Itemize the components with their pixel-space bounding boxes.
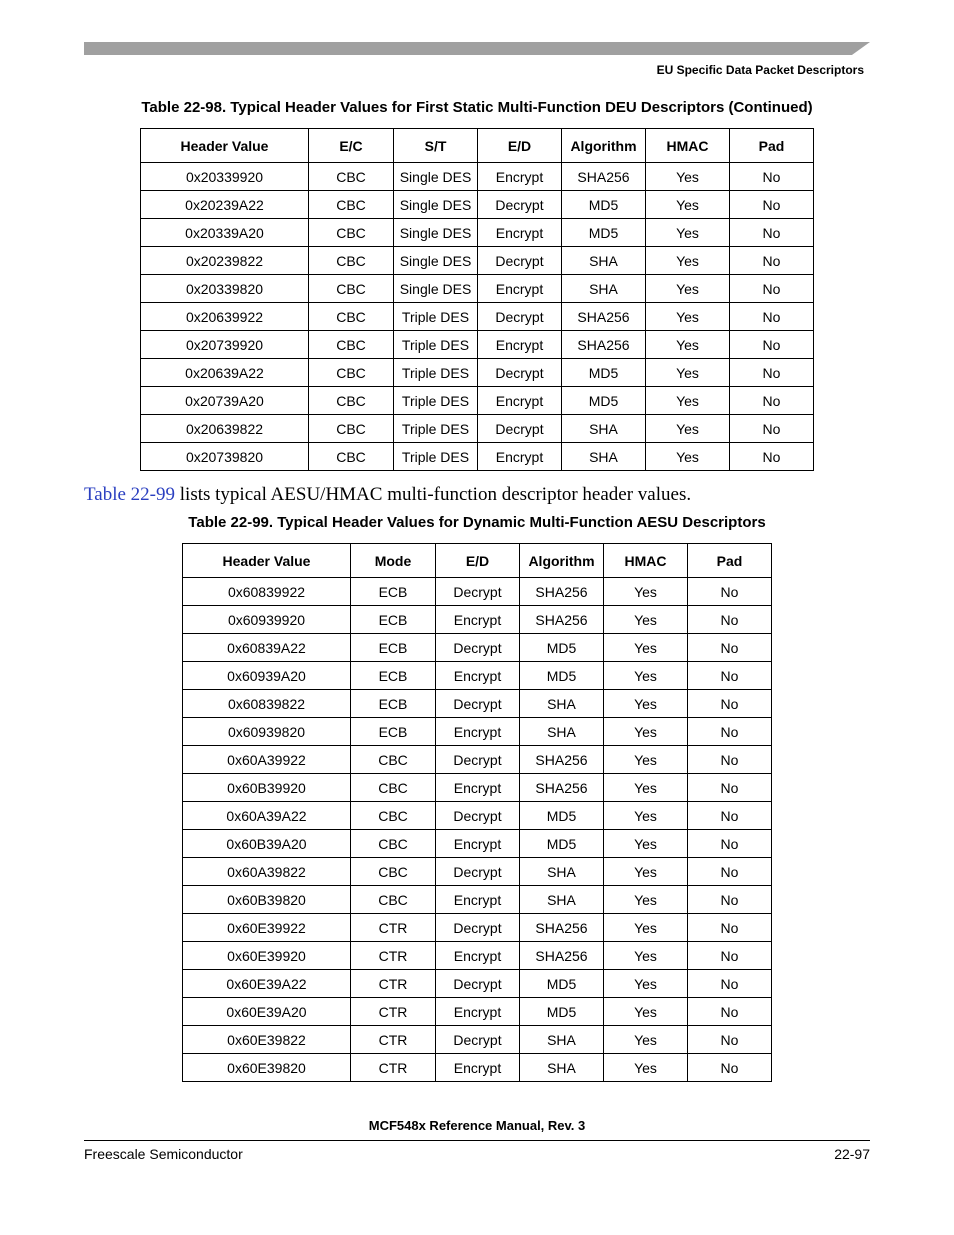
header-row [141,129,814,163]
table-cell: Triple DES [394,443,478,471]
table-cell: CTR [351,998,436,1026]
table-cell: No [688,1026,772,1054]
table-cell: Decrypt [436,746,520,774]
table-cell: Encrypt [436,662,520,690]
table-row [141,219,814,247]
table-cell: Encrypt [478,219,562,247]
table-row [141,415,814,443]
table-cell: Decrypt [478,303,562,331]
table-cell: MD5 [520,830,604,858]
table-cell: CTR [351,1054,436,1082]
header-row [183,544,772,578]
table-cell: No [688,858,772,886]
table-cell: MD5 [562,191,646,219]
table-cell: No [730,275,814,303]
table-cell: 0x60839A22 [183,634,351,662]
table-cell: 0x20239822 [141,247,309,275]
table-row [183,1054,772,1082]
table-cell: Yes [604,578,688,606]
table-cell: 0x60939920 [183,606,351,634]
table-row [141,191,814,219]
table-cell: MD5 [562,387,646,415]
table-cell: Yes [646,387,730,415]
table-row [141,443,814,471]
table-row [141,303,814,331]
table-cell: CBC [309,359,394,387]
column-header: Pad [688,544,772,578]
table-cell: Yes [646,331,730,359]
table-cell: CBC [309,219,394,247]
table-cell: SHA [562,415,646,443]
table-cell: No [688,998,772,1026]
table-row [183,942,772,970]
table-row [183,1026,772,1054]
table-cell: No [730,415,814,443]
table-cell: No [688,690,772,718]
table-cell: 0x60E39A20 [183,998,351,1026]
table-cell: Decrypt [478,247,562,275]
table-cell: No [730,219,814,247]
table-cell: 0x20639A22 [141,359,309,387]
table-cell: Yes [604,606,688,634]
table-cell: Single DES [394,219,478,247]
table-cell: SHA256 [520,746,604,774]
table-cell: Yes [604,942,688,970]
table2 [182,543,772,1082]
table-cell: Yes [604,914,688,942]
table-cell: 0x60E39A22 [183,970,351,998]
table-cell: No [688,942,772,970]
table-cell: CBC [351,830,436,858]
table-cell: 0x20739A20 [141,387,309,415]
table-cell: Yes [646,163,730,191]
table-row [183,690,772,718]
table-cell: No [730,191,814,219]
table-cell: SHA [520,718,604,746]
table-cell: CBC [309,331,394,359]
table-cell: 0x60939A20 [183,662,351,690]
table-cell: No [730,359,814,387]
table-cell: No [688,802,772,830]
table-row [183,578,772,606]
table-cell: CTR [351,942,436,970]
table-cell: Yes [646,443,730,471]
table-cell: 0x60839822 [183,690,351,718]
table-cell: Yes [604,802,688,830]
table-cell: Encrypt [436,606,520,634]
table-cell: CBC [309,163,394,191]
table-cell: CBC [309,387,394,415]
table-cell: 0x20339A20 [141,219,309,247]
table-cell: SHA256 [562,331,646,359]
column-header: Algorithm [562,129,646,163]
table-cell: No [688,970,772,998]
table-cell: ECB [351,718,436,746]
table-cell: 0x60E39820 [183,1054,351,1082]
table-cell: No [730,303,814,331]
table-cell: CBC [309,275,394,303]
table-cell: Encrypt [478,443,562,471]
table-row [183,998,772,1026]
table-cell: 0x60A39822 [183,858,351,886]
table-cell: ECB [351,606,436,634]
table-cell: SHA [562,247,646,275]
table-cell: CBC [309,303,394,331]
table-cell: MD5 [520,802,604,830]
table-row [183,914,772,942]
table-cell: Yes [604,1054,688,1082]
table-cell: No [688,746,772,774]
column-header: Header Value [141,129,309,163]
table-cell: Decrypt [478,359,562,387]
table-cell: Encrypt [436,942,520,970]
table-cell: Encrypt [436,886,520,914]
table-cell: Single DES [394,191,478,219]
table-cell: CBC [351,858,436,886]
table-cell: Decrypt [436,858,520,886]
table-cell: 0x60A39922 [183,746,351,774]
table-cell: MD5 [520,634,604,662]
table-cell: CTR [351,1026,436,1054]
table-cell: ECB [351,634,436,662]
table-row [183,802,772,830]
table-cell: SHA [520,690,604,718]
table-cell: SHA256 [520,774,604,802]
table-cell: Decrypt [436,578,520,606]
table-row [183,662,772,690]
table-cell: Encrypt [478,275,562,303]
table-cell: Yes [604,690,688,718]
table-cell: SHA256 [520,942,604,970]
table-cell: SHA [562,275,646,303]
column-header: Header Value [183,544,351,578]
table-cell: 0x20339920 [141,163,309,191]
column-header: Pad [730,129,814,163]
table-row [183,858,772,886]
table-row [141,275,814,303]
table-cell: MD5 [520,998,604,1026]
footer-divider [84,1140,870,1141]
table-cell: No [688,914,772,942]
table-cell: ECB [351,578,436,606]
table-cell: Decrypt [436,914,520,942]
column-header: E/C [309,129,394,163]
table1 [140,128,814,471]
table-row [141,163,814,191]
table-cell: Single DES [394,247,478,275]
table-row [183,606,772,634]
table-row [183,886,772,914]
table-cell: No [730,387,814,415]
table-cell: MD5 [520,662,604,690]
table-cell: MD5 [562,219,646,247]
table-cell: CBC [309,191,394,219]
table-cell: Decrypt [478,415,562,443]
table-link[interactable]: Table 22-99 [84,484,176,505]
table-cell: CBC [351,774,436,802]
table-cell: Encrypt [436,1054,520,1082]
table-cell: Yes [604,662,688,690]
table-cell: MD5 [520,970,604,998]
table-cell: No [688,1054,772,1082]
table-cell: SHA256 [520,606,604,634]
table-row [183,830,772,858]
column-header: HMAC [604,544,688,578]
table-row [183,774,772,802]
table-cell: Yes [646,415,730,443]
table-cell: Decrypt [436,1026,520,1054]
table-cell: 0x20639822 [141,415,309,443]
table-cell: Encrypt [436,774,520,802]
table-row [183,970,772,998]
table-cell: Triple DES [394,359,478,387]
table-cell: Encrypt [436,998,520,1026]
table-cell: SHA [520,886,604,914]
table-cell: 0x60E39822 [183,1026,351,1054]
table-cell: Decrypt [436,634,520,662]
table-cell: CBC [351,746,436,774]
paragraph [84,484,691,506]
page-number: 22-97 [834,1146,870,1162]
table-cell: SHA [520,1054,604,1082]
table-cell: SHA256 [520,914,604,942]
table-cell: SHA256 [562,303,646,331]
table-cell: Yes [604,830,688,858]
table-cell: No [688,774,772,802]
paragraph-text: lists typical AESU/HMAC multi-function descriptor header values. [175,484,692,505]
table-cell: Decrypt [436,970,520,998]
table-cell: Yes [604,998,688,1026]
table-row [141,387,814,415]
table-cell: CBC [351,886,436,914]
table-cell: MD5 [562,359,646,387]
table-cell: No [688,662,772,690]
table-cell: SHA256 [520,578,604,606]
table-cell: 0x20239A22 [141,191,309,219]
table-cell: Yes [646,219,730,247]
table-cell: Encrypt [478,331,562,359]
column-header: E/D [478,129,562,163]
table-cell: SHA256 [562,163,646,191]
table-cell: Single DES [394,163,478,191]
table-cell: Single DES [394,275,478,303]
table-cell: Yes [646,275,730,303]
table-cell: No [730,443,814,471]
table-cell: Encrypt [436,718,520,746]
table-cell: No [730,331,814,359]
table-cell: 0x60E39922 [183,914,351,942]
table-cell: CTR [351,970,436,998]
table-cell: Yes [646,247,730,275]
table-cell: ECB [351,690,436,718]
table-cell: 0x60839922 [183,578,351,606]
table-cell: 0x60B39A20 [183,830,351,858]
table-cell: Yes [604,718,688,746]
table-cell: SHA [520,1026,604,1054]
table-cell: Yes [604,970,688,998]
table-cell: 0x60B39920 [183,774,351,802]
table-row [141,331,814,359]
column-header: HMAC [646,129,730,163]
table-cell: Encrypt [478,387,562,415]
table-cell: 0x60B39820 [183,886,351,914]
table-cell: No [688,606,772,634]
table-cell: Yes [604,634,688,662]
table-cell: CBC [309,247,394,275]
table-cell: Triple DES [394,387,478,415]
table-cell: Decrypt [436,802,520,830]
table-row [183,718,772,746]
table-cell: Yes [604,774,688,802]
table1-caption: Table 22-98. Typical Header Values for First Static Multi-Function DEU Descriptors (Continued) [141,99,813,116]
table-cell: ECB [351,662,436,690]
table-cell: SHA [562,443,646,471]
header-bar [84,42,870,55]
table-cell: No [688,718,772,746]
column-header: Algorithm [520,544,604,578]
table-cell: Triple DES [394,415,478,443]
company-name: Freescale Semiconductor [84,1146,243,1162]
table-cell: Yes [604,886,688,914]
table-row [141,359,814,387]
table-cell: No [688,886,772,914]
manual-title: MCF548x Reference Manual, Rev. 3 [368,1118,586,1133]
table-cell: CBC [309,443,394,471]
table-cell: 0x60A39A22 [183,802,351,830]
table-row [183,634,772,662]
running-header: EU Specific Data Packet Descriptors [656,63,864,77]
table-cell: Triple DES [394,331,478,359]
table-cell: Yes [604,858,688,886]
table-cell: CBC [351,802,436,830]
table-cell: Encrypt [436,830,520,858]
column-header: E/D [436,544,520,578]
table-cell: 0x60939820 [183,718,351,746]
column-header: S/T [394,129,478,163]
table-cell: Decrypt [478,191,562,219]
table-cell: Triple DES [394,303,478,331]
table-cell: No [688,634,772,662]
table-cell: Yes [646,303,730,331]
table-cell: CBC [309,415,394,443]
table-cell: No [688,578,772,606]
table-cell: Yes [646,359,730,387]
column-header: Mode [351,544,436,578]
table-cell: 0x20739820 [141,443,309,471]
table-row [141,247,814,275]
table-cell: 0x60E39920 [183,942,351,970]
table-cell: 0x20739920 [141,331,309,359]
table-cell: 0x20339820 [141,275,309,303]
table-cell: 0x20639922 [141,303,309,331]
table-cell: No [730,247,814,275]
table-row [183,746,772,774]
table2-caption: Table 22-99. Typical Header Values for Dynamic Multi-Function AESU Descriptors [188,514,766,531]
table-cell: No [688,830,772,858]
table-cell: Yes [604,746,688,774]
table-cell: Encrypt [478,163,562,191]
table-cell: Yes [604,1026,688,1054]
table-cell: No [730,163,814,191]
table-cell: CTR [351,914,436,942]
table-cell: Decrypt [436,690,520,718]
table-cell: Yes [646,191,730,219]
table-cell: SHA [520,858,604,886]
